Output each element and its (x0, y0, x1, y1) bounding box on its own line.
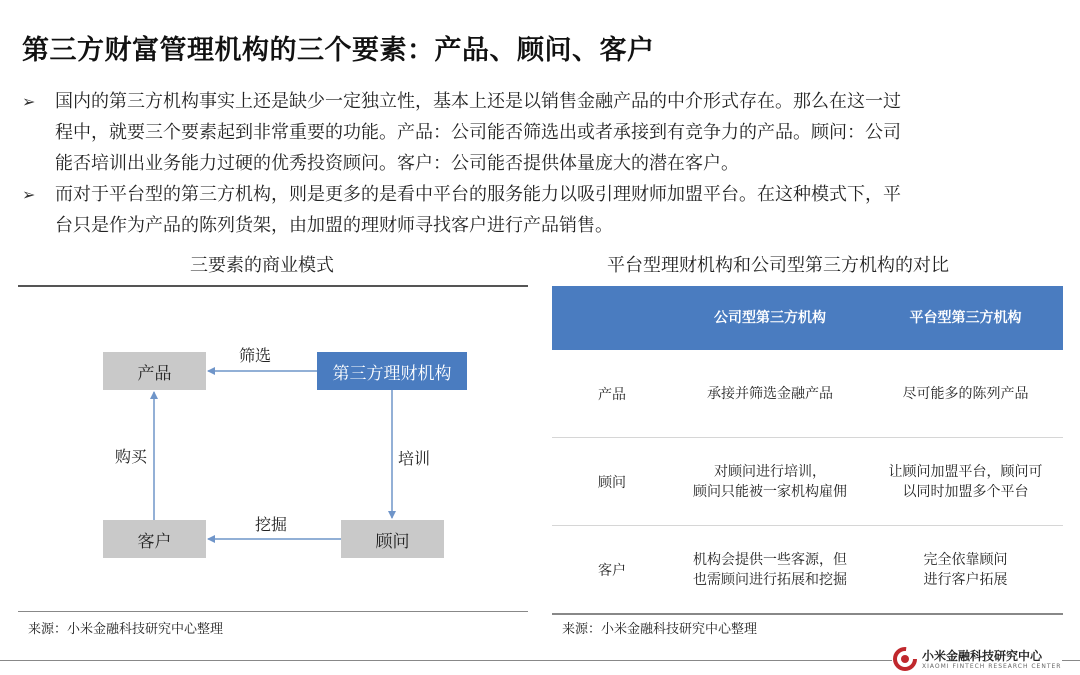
edge-label-dig: 挖掘 (255, 515, 288, 534)
logo-text-en: XIAOMI FINTECH RESEARCH CENTER (922, 663, 1062, 670)
bullet-arrow-icon: ➢ (22, 92, 36, 111)
table-row (552, 350, 1063, 438)
table-header (552, 286, 1063, 350)
bullet-arrow-icon: ➢ (22, 185, 36, 204)
bullet-line: 能否培训出业务能力过硬的优秀投资顾问。客户：公司能否提供体量庞大的潜在客户。 (55, 153, 739, 174)
bullet-line: 而对于平台型的第三方机构，则是更多的是看中平台的服务能力以吸引理财师加盟平台。在这种模式下，平 (55, 184, 901, 205)
right-source-note: 来源：小米金融科技研究中心整理 (562, 622, 758, 637)
node-advisor: 顾问 (341, 520, 444, 558)
table-row (552, 438, 1063, 526)
cell-line: 尽可能多的陈列产品 (902, 385, 1029, 402)
cell-line: 让顾问加盟平台，顾问可 (888, 463, 1043, 480)
cell-company (672, 462, 868, 502)
page-title: 第三方财富管理机构的三个要素：产品、顾问、客户 (22, 35, 655, 66)
divider (18, 611, 528, 612)
cell-line: 机构会提供一些客源，但 (693, 551, 847, 568)
logo-mark-icon (892, 646, 918, 672)
left-source-note: 来源：小米金融科技研究中心整理 (28, 622, 224, 637)
bullet-line: 程中，就要三个要素起到非常重要的功能。产品：公司能否筛选出或者承接到有竞争力的产品。顾问：公司 (55, 122, 901, 143)
bullet-line: 台只是作为产品的陈列货架，由加盟的理财师寻找客户进行产品销售。 (55, 215, 613, 236)
cell-line: 顾问只能被一家机构雇佣 (693, 483, 847, 500)
diagram-arrows (0, 0, 540, 600)
edge-label-buy: 购买 (115, 447, 148, 466)
node-institution: 第三方理财机构 (317, 352, 467, 390)
cell-platform (868, 550, 1063, 590)
table-row (552, 526, 1063, 615)
cell-line: 进行客户拓展 (923, 571, 1008, 588)
cell-platform (868, 384, 1063, 404)
cell-line: 对顾问进行培训， (714, 463, 826, 480)
left-panel-title: 三要素的商业模式 (190, 255, 334, 276)
row-label: 客户 (598, 562, 626, 579)
cell-line: 完全依靠顾问 (923, 551, 1008, 568)
cell-line: 也需顾问进行拓展和挖掘 (693, 571, 847, 588)
edge-label-train: 培训 (398, 449, 431, 468)
cell-line: 以同时加盟多个平台 (902, 483, 1029, 500)
cell-company (672, 550, 868, 590)
cell-company (672, 384, 868, 404)
header-cell-company: 公司型第三方机构 (714, 310, 826, 326)
edge-label-screen: 筛选 (239, 346, 272, 365)
cell-line: 承接并筛选金融产品 (707, 385, 833, 402)
brand-logo (892, 645, 1062, 673)
header-cell-platform: 平台型第三方机构 (909, 310, 1022, 326)
row-label: 产品 (598, 386, 626, 403)
comparison-table (552, 286, 1063, 615)
cell-platform (868, 462, 1063, 502)
node-product: 产品 (103, 352, 206, 390)
logo-text-cn: 小米金融科技研究中心 (922, 649, 1043, 663)
row-label: 顾问 (598, 474, 626, 491)
bullet-line: 国内的第三方机构事实上还是缺少一定独立性，基本上还是以销售金融产品的中介形式存在。那么在这一过 (55, 91, 901, 112)
right-panel-title: 平台型理财机构和公司型第三方机构的对比 (607, 255, 949, 276)
node-client: 客户 (103, 520, 206, 558)
